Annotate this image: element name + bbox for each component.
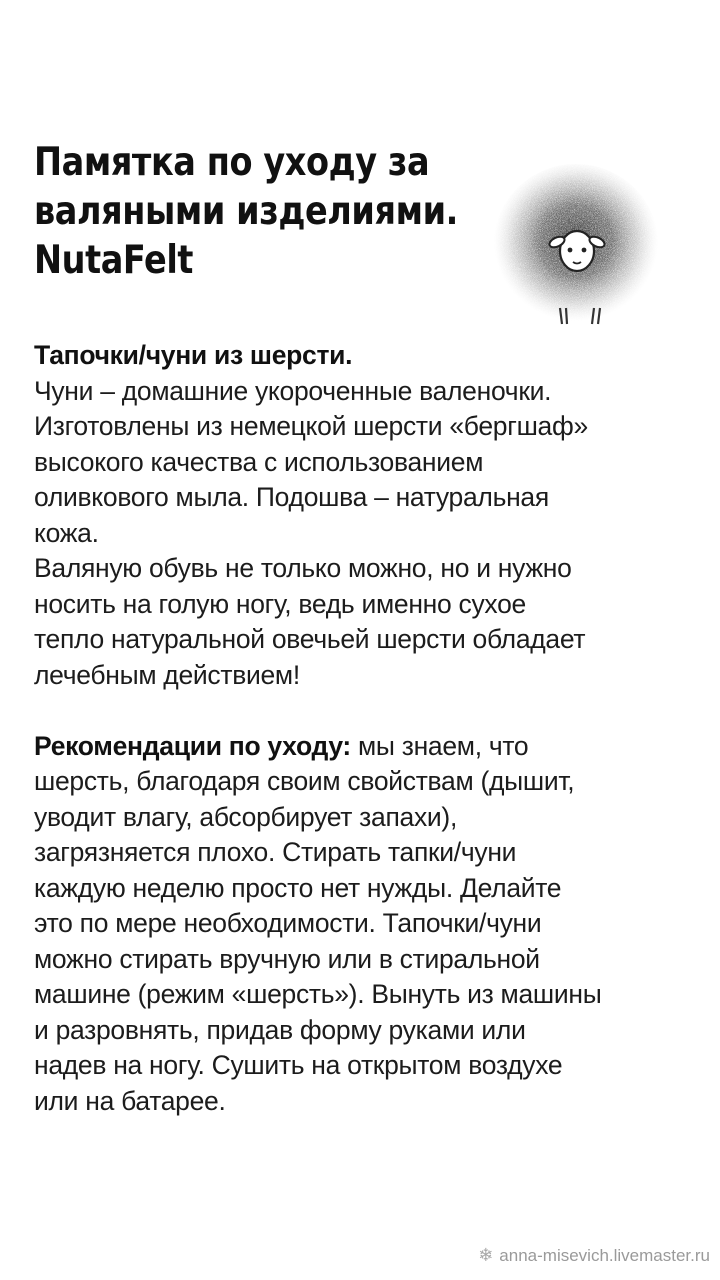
text-line: Изготовлены из немецкой шерсти «бергшаф» — [34, 411, 588, 441]
watermark-text: anna-misevich.livemaster.ru — [499, 1245, 710, 1265]
section-spacer — [34, 693, 694, 729]
text-fragment: мы знаем, что — [350, 730, 529, 761]
text-line: кожа. — [34, 517, 99, 548]
text-line: каждую неделю просто нет нужды. Делайте — [34, 872, 562, 903]
text-line: оливкового мыла. Подошва – натуральная — [34, 482, 549, 512]
title-brand: NutaFelt — [34, 238, 194, 283]
text-line: уводит влагу, абсорбирует запахи), — [34, 801, 458, 832]
text-line: Валяную обувь не только можно, но и нужно — [34, 553, 572, 583]
care-content — [34, 338, 694, 1119]
text-line: и разровнять, придав форму руками или — [34, 1014, 526, 1045]
sheep-icon — [488, 158, 668, 338]
care-recommendations-first-line — [34, 729, 694, 765]
text-line: это по мере необходимости. Тапочки/чуни — [34, 908, 542, 938]
text-line: загрязняется плохо. Стирать тапки/чуни — [34, 837, 517, 867]
section-heading-care: Рекомендации по уходу: — [34, 730, 351, 761]
text-line: носить на голую ногу, ведь именно сухое — [34, 588, 526, 619]
text-line: лечебным действием! — [34, 659, 300, 690]
text-line: машине (режим «шерсть»). Вынуть из машины — [34, 979, 602, 1009]
text-line: можно стирать вручную или в стиральной — [34, 943, 540, 974]
text-line: или на батарее. — [34, 1085, 226, 1116]
title-line: Памятка по уходу за — [34, 140, 430, 185]
text-line: шерсть, благодаря своим свойствам (дышит, — [34, 766, 575, 796]
text-line: надев на ногу. Сушить на открытом воздухе — [34, 1050, 563, 1080]
text-line: тепло натуральной овечьей шерсти обладает — [34, 624, 586, 654]
snowflake-icon: ❄ — [478, 1245, 494, 1265]
watermark — [478, 1245, 710, 1266]
text-line: высокого качества с использованием — [34, 446, 484, 477]
section-heading-slippers: Тапочки/чуни из шерсти. — [34, 340, 353, 370]
text-line: Чуни – домашние укороченные валеночки. — [34, 375, 552, 406]
page-title — [34, 138, 458, 285]
title-line: валяными изделиями. — [34, 189, 458, 234]
